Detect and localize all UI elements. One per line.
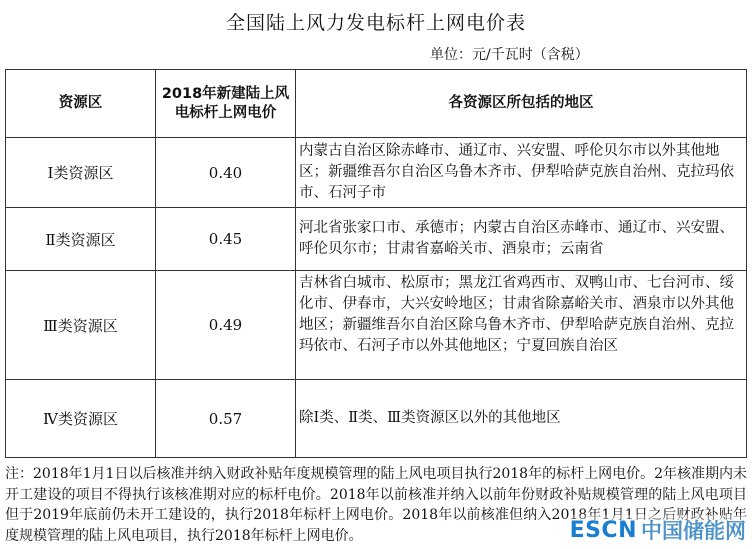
table-row	[6, 271, 747, 380]
watermark-latin: ESCN	[569, 517, 637, 543]
footnote: 注：2018年1月1日以后核准并纳入财政补贴年度规模管理的陆上风电项目执行2018年的标杆上网电价。2年核准期内未开工建设的项目不得执行该核准期对应的标杆电价。2018年以前核准并纳入以前年份财政补贴规模管理的陆上风电项目但于2019年底前仍未开工建设的，执行2018年标杆上网电价。2018年以前核准但纳入2018年1月1日之后财政补贴年度规模管理的陆上风电项目，执行2018年标杆上网电价。	[5, 466, 747, 544]
row-areas: 除Ⅰ类、Ⅱ类、Ⅲ类资源区以外的其他地区	[296, 380, 747, 458]
watermark-logo	[570, 515, 746, 545]
price-table	[5, 69, 747, 458]
table-header-row	[6, 70, 747, 138]
row-price: 0.40	[156, 138, 296, 208]
page-title: 全国陆上风力发电标杆上网电价表	[225, 12, 526, 34]
header-region: 资源区	[6, 70, 156, 138]
watermark-chinese: 中国储能网	[641, 519, 746, 543]
unit-label: 单位：元/千瓦时（含税）	[430, 47, 589, 63]
row-areas: 河北省张家口市、承德市；内蒙古自治区赤峰市、通辽市、兴安盟、呼伦贝尔市；甘肃省嘉峪关市、酒泉市；云南省	[296, 208, 747, 271]
row-price: 0.45	[156, 208, 296, 271]
row-areas: 吉林省白城市、松原市；黑龙江省鸡西市、双鸭山市、七台河市、绥化市、伊春市，大兴安岭地区；甘肃省除嘉峪关市、酒泉市以外其他地区；新疆维吾尔自治区除乌鲁木齐市、伊犁哈萨克族自治州、克拉玛依市、石河子市以外其他地区；宁夏回族自治区	[296, 271, 747, 380]
row-price: 0.57	[156, 380, 296, 458]
row-price: 0.49	[156, 271, 296, 380]
row-category: Ⅳ类资源区	[6, 380, 156, 458]
table-row	[6, 138, 747, 208]
row-category: Ⅲ类资源区	[6, 271, 156, 380]
header-areas: 各资源区所包括的地区	[296, 70, 747, 138]
row-areas: 内蒙古自治区除赤峰市、通辽市、兴安盟、呼伦贝尔市以外其他地区；新疆维吾尔自治区乌鲁木齐市、伊犁哈萨克族自治州、克拉玛依市、石河子市	[296, 138, 747, 208]
table-row	[6, 380, 747, 458]
row-category: Ⅱ类资源区	[6, 208, 156, 271]
row-category: Ⅰ类资源区	[6, 138, 156, 208]
header-price: 2018年新建陆上风电标杆上网电价	[156, 70, 296, 138]
table-row	[6, 208, 747, 271]
